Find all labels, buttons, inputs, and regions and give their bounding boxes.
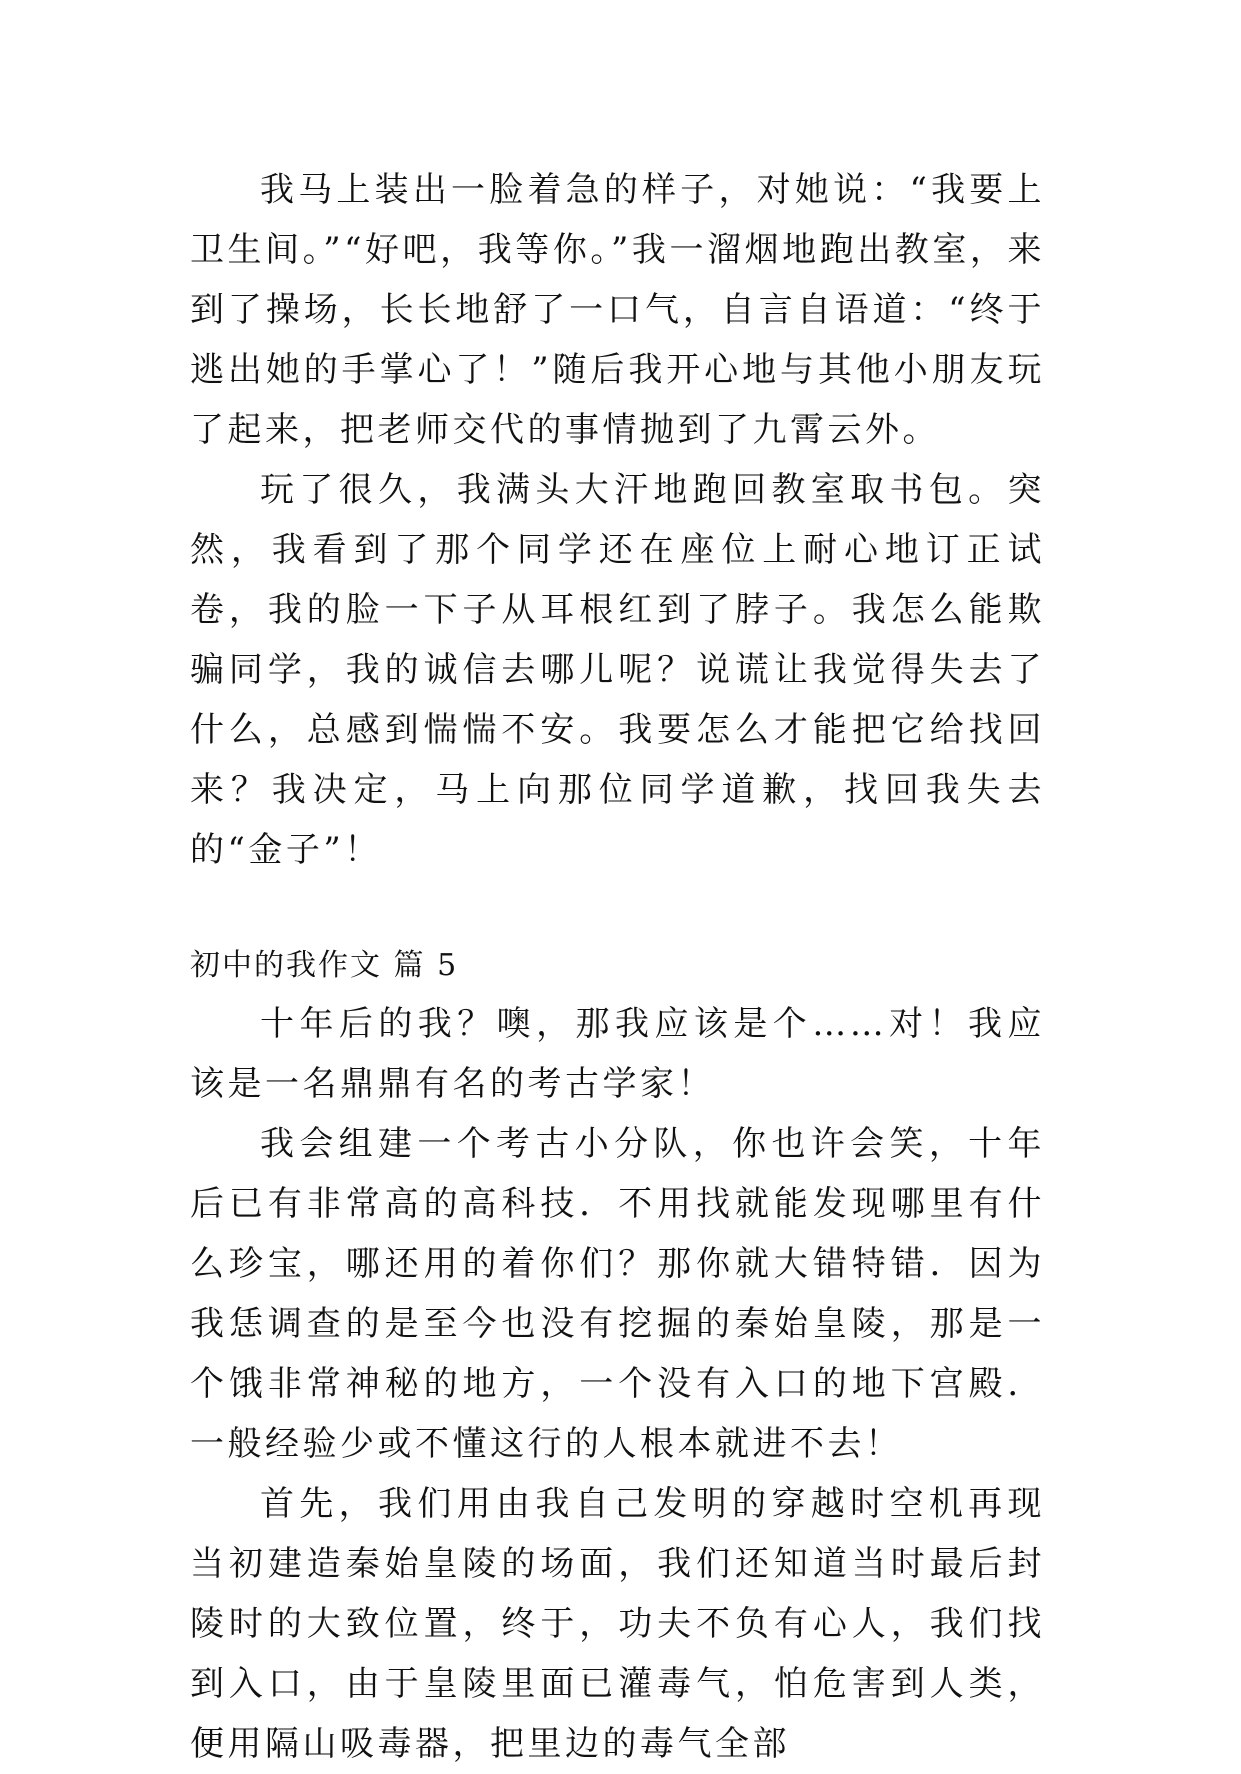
document-body (190, 160, 1045, 1774)
paragraph-2: 玩了很久，我满头大汗地跑回教室取书包。突然，我看到了那个同学还在座位上耐心地订正试卷，我的脸一下子从耳根红到了脖子。我怎么能欺骗同学，我的诚信去哪儿呢？说谎让我觉得失去了什么，总感到惴惴不安。我要怎么才能把它给找回来？我决定，马上向那位同学道歉，找回我失去的“金子”！ (190, 470, 1045, 870)
paragraph-5: 首先，我们用由我自己发明的穿越时空机再现当初建造秦始皇陵的场面，我们还知道当时最后封陵时的大致位置，终于，功夫不负有心人，我们找到入口，由于皇陵里面已灌毒气，怕危害到人类，便用隔山吸毒器，把里边的毒气全部 (190, 1484, 1045, 1764)
paragraph-1: 我马上装出一脸着急的样子，对她说：“我要上卫生间。”“好吧，我等你。”我一溜烟地跑出教室，来到了操场，长长地舒了一口气，自言自语道：“终于逃出她的手掌心了！”随后我开心地与其他小朋友玩了起来，把老师交代的事情抛到了九霄云外。 (190, 170, 1045, 450)
section-title: 初中的我作文 篇 5 (190, 948, 459, 983)
paragraph-3: 十年后的我？噢，那我应该是个……对！我应该是一名鼎鼎有名的考古学家！ (190, 1004, 1045, 1104)
paragraph-4: 我会组建一个考古小分队，你也许会笑，十年后已有非常高的高科技．不用找就能发现哪里有什么珍宝，哪还用的着你们？那你就大错特错．因为我恁调查的是至今也没有挖掘的秦始皇陵，那是一个饿非常神秘的地方，一个没有入口的地下宫殿．一般经验少或不懂这行的人根本就进不去！ (190, 1124, 1045, 1464)
